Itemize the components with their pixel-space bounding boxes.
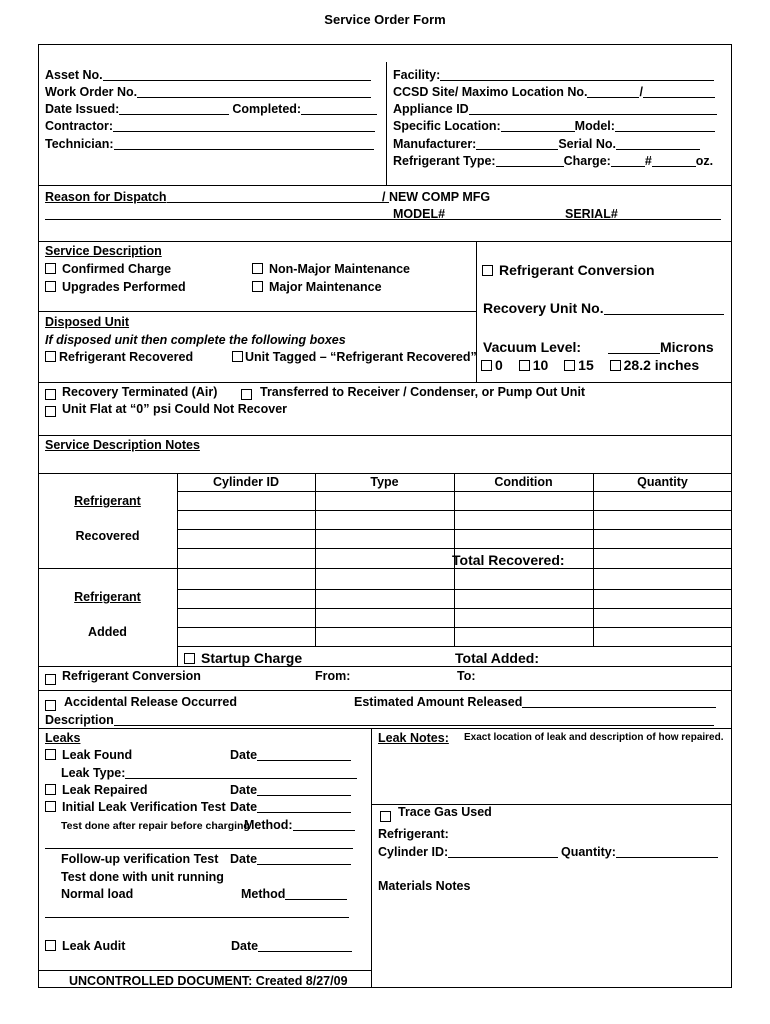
manufacturer-row — [393, 138, 700, 151]
divider — [38, 311, 476, 312]
cylinder-row — [378, 846, 558, 859]
materials-notes-label: Materials Notes — [378, 879, 471, 893]
vacuum-0-label: 0 — [495, 357, 503, 373]
date-issued-input[interactable] — [119, 103, 229, 115]
dispatch-row — [45, 191, 389, 204]
ref-recovered-option[interactable] — [45, 351, 193, 364]
leak-repaired-date-label: Date — [230, 783, 258, 797]
dispatch-line[interactable] — [45, 219, 721, 220]
leak-found-date-input[interactable] — [257, 749, 351, 761]
transferred-checkbox[interactable] — [241, 389, 252, 400]
facility-label: Facility: — [393, 68, 441, 82]
ref-recovered-checkbox[interactable] — [45, 351, 56, 362]
date-issued-label: Date Issued: — [45, 102, 120, 116]
unit-flat-option[interactable] — [45, 403, 287, 417]
initial-test-option[interactable] — [45, 801, 226, 814]
leak-type-input[interactable] — [125, 767, 357, 779]
followup-label: Follow-up verification Test — [61, 852, 219, 866]
divider — [38, 728, 732, 729]
charge-lbs-input[interactable] — [611, 155, 645, 167]
model-label: Model: — [574, 119, 615, 133]
trace-gas-label: Trace Gas Used — [398, 805, 492, 819]
vacuum-28-label: 28.2 inches — [623, 357, 700, 373]
leak-repaired-label: Leak Repaired — [62, 783, 148, 797]
col-condition: Condition — [494, 475, 553, 489]
initial-method-input[interactable] — [293, 819, 355, 831]
added-label-2: Added — [88, 625, 127, 639]
leak-found-checkbox[interactable] — [45, 749, 56, 760]
col-type: Type — [370, 475, 399, 489]
divider — [38, 241, 732, 242]
recovery-unit-row — [483, 301, 724, 315]
work-order-row — [45, 86, 371, 99]
date-issued-row — [45, 103, 377, 116]
serial-input[interactable] — [616, 138, 700, 150]
initial-method-row — [244, 819, 355, 832]
refrigerant-type-row — [393, 155, 713, 168]
vacuum-0-checkbox[interactable] — [481, 360, 492, 371]
col-cylinder: Cylinder ID — [213, 475, 279, 489]
unit-running-label: Test done with unit running — [61, 870, 224, 884]
vacuum-label: Vacuum Level: — [483, 339, 582, 355]
completed-label: Completed: — [232, 102, 302, 116]
contractor-input[interactable] — [113, 120, 375, 132]
page-title: Service Order Form — [324, 12, 446, 27]
divider — [38, 435, 732, 436]
serial-number-label: SERIAL# — [565, 207, 618, 221]
estimated-label: Estimated Amount Released — [354, 695, 523, 709]
test-after-label: Test done after repair before charging — [61, 820, 250, 832]
leaks-heading: Leaks — [45, 731, 81, 745]
contractor-row — [45, 120, 375, 133]
disposed-note: If disposed unit then complete the following boxes — [45, 333, 346, 347]
non-major-checkbox[interactable] — [252, 263, 263, 274]
cylinder-label: Cylinder ID: — [378, 845, 449, 859]
followup-method-label: Method — [241, 887, 286, 901]
charge-oz: oz. — [695, 154, 714, 168]
model-input[interactable] — [615, 120, 715, 132]
startup-label: Startup Charge — [201, 650, 303, 666]
audit-date-input[interactable] — [258, 940, 352, 952]
divider — [38, 666, 732, 667]
new-comp-label: / NEW COMP MFG — [382, 190, 491, 204]
contractor-label: Contractor: — [45, 119, 114, 133]
vacuum-15-checkbox[interactable] — [564, 360, 575, 371]
table-divider — [315, 568, 316, 646]
confirmed-charge-option[interactable] — [45, 263, 171, 276]
divider — [386, 62, 387, 186]
conversion-checkbox[interactable] — [45, 674, 56, 685]
notes-heading: Service Description Notes — [45, 438, 200, 452]
major-checkbox[interactable] — [252, 281, 263, 292]
estimated-row — [354, 696, 716, 709]
table-divider — [177, 473, 178, 666]
asset-label: Asset No. — [45, 68, 103, 82]
startup-checkbox[interactable] — [184, 653, 195, 664]
description-row — [45, 714, 714, 727]
leak-type-row — [61, 767, 357, 780]
table-row[interactable] — [177, 510, 732, 511]
table-row[interactable] — [177, 491, 732, 492]
major-option[interactable] — [252, 281, 382, 294]
unit-flat-checkbox[interactable] — [45, 406, 56, 417]
total-recovered-label: Total Recovered: — [452, 552, 565, 568]
confirmed-charge-label: Confirmed Charge — [62, 262, 172, 276]
leak-notes-heading: Leak Notes: — [378, 731, 449, 745]
conversion-option[interactable] — [45, 670, 201, 685]
ccsd-label: CCSD Site/ Maximo Location No. — [393, 85, 588, 99]
ccsd-site-input[interactable] — [587, 86, 639, 98]
service-description-heading: Service Description — [45, 244, 162, 258]
quantity-label: Quantity: — [561, 845, 616, 859]
appliance-label: Appliance ID — [393, 102, 469, 116]
recovery-unit-label: Recovery Unit No. — [483, 300, 604, 316]
col-quantity: Quantity — [637, 475, 688, 489]
asset-input[interactable] — [103, 69, 371, 81]
trace-gas-checkbox[interactable] — [380, 811, 391, 822]
unit-tagged-option[interactable] — [232, 351, 477, 364]
divider — [38, 568, 732, 569]
asset-row — [45, 69, 371, 82]
audit-date-label: Date — [231, 939, 259, 953]
description-label: Description — [45, 713, 114, 727]
upgrades-option[interactable] — [45, 281, 186, 294]
vacuum-10-checkbox[interactable] — [519, 360, 530, 371]
refrigerant-type-input[interactable] — [496, 155, 564, 167]
followup-method-input[interactable] — [285, 888, 347, 900]
ref-conversion-label: Refrigerant Conversion — [499, 262, 655, 278]
table-divider — [593, 568, 594, 646]
technician-input[interactable] — [114, 138, 374, 150]
table-row[interactable] — [177, 646, 732, 647]
manufacturer-input[interactable] — [476, 138, 558, 150]
leak-audit-label: Leak Audit — [62, 939, 126, 953]
estimated-input[interactable] — [522, 696, 716, 708]
initial-method-label: Method: — [244, 818, 293, 832]
followup-date-row — [230, 853, 351, 866]
terminated-option[interactable] — [45, 386, 217, 400]
upgrades-checkbox[interactable] — [45, 281, 56, 292]
table-divider — [454, 568, 455, 646]
charge-label: Charge: — [563, 154, 611, 168]
terminated-checkbox[interactable] — [45, 389, 56, 400]
terminated-label: Recovery Terminated (Air) — [62, 385, 218, 399]
location-label: Specific Location: — [393, 119, 501, 133]
followup-date-input[interactable] — [257, 853, 351, 865]
ref-recovered-label: Refrigerant Recovered — [59, 350, 194, 364]
total-added-label: Total Added: — [455, 650, 539, 666]
facility-row — [393, 69, 714, 82]
vacuum-10-label: 10 — [532, 357, 549, 373]
leak-repaired-checkbox[interactable] — [45, 784, 56, 795]
divider — [371, 728, 372, 988]
leak-type-label: Leak Type: — [61, 766, 126, 780]
accidental-label: Accidental Release Occurred — [64, 695, 237, 709]
quantity-row — [561, 846, 718, 859]
divider — [38, 690, 732, 691]
conversion-from-label: From: — [315, 669, 351, 683]
technician-row — [45, 138, 374, 151]
cylinder-input[interactable] — [448, 846, 558, 858]
leak-found-date-row — [230, 749, 351, 762]
refrigerant-type-label: Refrigerant Type: — [393, 154, 496, 168]
normal-load-label: Normal load — [61, 887, 134, 901]
quantity-input[interactable] — [616, 846, 718, 858]
accidental-option[interactable] — [45, 696, 237, 711]
leak-line[interactable] — [45, 848, 353, 849]
initial-date-input[interactable] — [257, 801, 351, 813]
unit-tagged-checkbox[interactable] — [232, 351, 243, 362]
disposed-heading: Disposed Unit — [45, 315, 130, 329]
vacuum-15-label: 15 — [578, 357, 594, 373]
ref-conversion-option[interactable] — [482, 263, 655, 277]
microns-input[interactable] — [608, 342, 660, 354]
confirmed-charge-checkbox[interactable] — [45, 263, 56, 274]
leak-notes-desc: Exact location of leak and description of how repaired. — [464, 732, 724, 743]
leak-found-option[interactable] — [45, 749, 132, 762]
leak-found-label: Leak Found — [62, 748, 133, 762]
trace-gas-option[interactable] — [380, 806, 492, 822]
startup-option[interactable] — [184, 651, 302, 665]
uncontrolled-note: UNCONTROLLED DOCUMENT: Created 8/27/09 — [69, 974, 348, 988]
audit-date-row — [231, 940, 352, 953]
dispatch-input[interactable] — [167, 191, 389, 203]
manufacturer-label: Manufacturer: — [393, 137, 477, 151]
charge-hash: # — [644, 154, 652, 168]
ccsd-separator: / — [639, 85, 643, 99]
non-major-option[interactable] — [252, 263, 410, 276]
technician-label: Technician: — [45, 137, 114, 151]
transferred-option[interactable] — [241, 386, 585, 400]
recovered-label-2: Recovered — [75, 529, 140, 543]
leak-repaired-option[interactable] — [45, 784, 147, 797]
divider — [38, 185, 732, 186]
leak-audit-checkbox[interactable] — [45, 940, 56, 951]
leak-repaired-date-row — [230, 784, 351, 797]
appliance-row — [393, 103, 717, 116]
unit-flat-label: Unit Flat at “0” psi Could Not Recover — [62, 402, 288, 416]
unit-tagged-label: Unit Tagged – “Refrigerant Recovered” — [245, 350, 477, 364]
dispatch-label: Reason for Dispatch — [45, 190, 167, 204]
vacuum-options — [481, 358, 699, 372]
initial-date-label: Date — [230, 800, 258, 814]
microns-label: Microns — [660, 339, 714, 355]
divider — [38, 473, 732, 474]
initial-test-label: Initial Leak Verification Test — [62, 800, 226, 814]
charge-oz-input[interactable] — [652, 155, 696, 167]
vacuum-28-checkbox[interactable] — [610, 360, 621, 371]
non-major-label: Non-Major Maintenance — [269, 262, 410, 276]
leak-audit-option[interactable] — [45, 940, 125, 953]
initial-test-checkbox[interactable] — [45, 801, 56, 812]
leak-repaired-date-input[interactable] — [257, 784, 351, 796]
maximo-input[interactable] — [643, 86, 715, 98]
followup-date-label: Date — [230, 852, 258, 866]
initial-date-row — [230, 801, 351, 814]
recovered-label-1: Refrigerant — [74, 494, 141, 508]
leak-found-date-label: Date — [230, 748, 258, 762]
major-label: Major Maintenance — [269, 280, 382, 294]
location-row — [393, 120, 715, 133]
location-input[interactable] — [501, 120, 575, 132]
accidental-checkbox[interactable] — [45, 700, 56, 711]
conversion-to-label: To: — [457, 669, 476, 683]
facility-input[interactable] — [440, 69, 714, 81]
serial-label: Serial No. — [558, 137, 617, 151]
work-order-input[interactable] — [137, 86, 371, 98]
conversion-label: Refrigerant Conversion — [62, 669, 201, 683]
followup-method-row — [241, 888, 347, 901]
divider — [38, 970, 371, 971]
appliance-input[interactable] — [469, 103, 717, 115]
divider — [38, 382, 732, 383]
completed-input[interactable] — [301, 103, 377, 115]
table-row[interactable] — [177, 529, 732, 530]
recovery-unit-input[interactable] — [604, 303, 724, 315]
transferred-label: Transferred to Receiver / Condenser, or Pump Out Unit — [260, 385, 586, 399]
description-input[interactable] — [114, 714, 714, 726]
trace-refrigerant-label: Refrigerant: — [378, 827, 449, 841]
leak-line[interactable] — [45, 917, 349, 918]
upgrades-label: Upgrades Performed — [62, 280, 186, 294]
model-number-label: MODEL# — [393, 207, 446, 221]
microns-row — [608, 340, 714, 354]
ccsd-row — [393, 86, 715, 99]
table-row[interactable] — [177, 548, 732, 549]
work-order-label: Work Order No. — [45, 85, 138, 99]
ref-conversion-checkbox[interactable] — [482, 265, 493, 276]
added-label-1: Refrigerant — [74, 590, 141, 604]
